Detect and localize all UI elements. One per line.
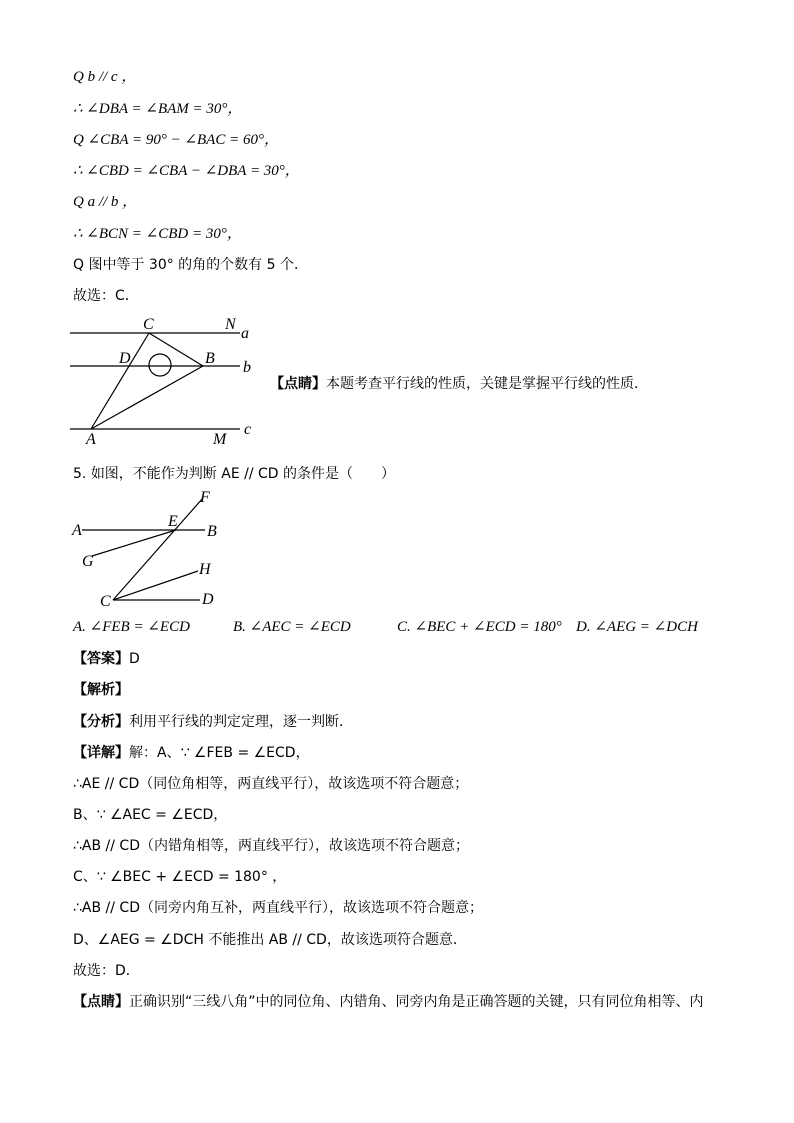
step-4: C、∵ ∠BEC + ∠ECD = 180° ， bbox=[73, 869, 287, 885]
label-a: a bbox=[241, 325, 249, 342]
line-choose-c: 故选：C． bbox=[73, 288, 139, 304]
dianjing-note-2: 【点睛】正确识别“三线八角”中的同位角、内错角、同旁内角是正确答题的关键，只有同位角相等、内 bbox=[73, 994, 704, 1010]
label-C: C bbox=[143, 316, 154, 333]
option-b: B. ∠AEC = ∠ECD bbox=[233, 619, 351, 635]
label-b: b bbox=[243, 359, 251, 376]
label-E: E bbox=[168, 513, 178, 530]
line-count-angles: Q 图中等于 30° 的角的个数有 5 个． bbox=[73, 257, 308, 273]
label-B: B bbox=[207, 523, 217, 540]
option-c: C. ∠BEC + ∠ECD = 180° bbox=[397, 619, 562, 635]
label-C: C bbox=[100, 593, 111, 610]
label-M: M bbox=[213, 431, 227, 448]
line-dba-bam: ∴ ∠DBA = ∠BAM = 30°， bbox=[73, 101, 243, 117]
line-cbd: ∴ ∠CBD = ∠CBA − ∠DBA = 30°， bbox=[73, 163, 300, 179]
line-a-parallel-b: Q a // b ， bbox=[73, 194, 138, 210]
step-3: ∴AB // CD（内错角相等，两直线平行），故该选项不符合题意； bbox=[73, 838, 469, 854]
parallel-lines-triangle-figure bbox=[70, 313, 270, 448]
step-5: ∴AB // CD（同旁内角互补，两直线平行），故该选项不符合题意； bbox=[73, 900, 483, 916]
label-A: A bbox=[86, 431, 96, 448]
step-1: ∴AE // CD（同位角相等，两直线平行），故该选项不符合题意； bbox=[73, 776, 469, 792]
dianjing-note-1: 【点睛】本题考查平行线的性质，关键是掌握平行线的性质． bbox=[270, 376, 648, 392]
label-A: A bbox=[72, 522, 82, 539]
jiexi-heading: 【解析】 bbox=[73, 682, 129, 698]
fenxi-line: 【分析】利用平行线的判定定理，逐一判断． bbox=[73, 714, 353, 730]
label-F: F bbox=[200, 489, 210, 506]
ae-cd-figure bbox=[70, 490, 230, 610]
xiangjie-line: 【详解】解：A、∵ ∠FEB = ∠ECD， bbox=[73, 745, 310, 761]
step-7: 故选：D． bbox=[73, 963, 140, 979]
label-c: c bbox=[244, 421, 252, 438]
answer-line: 【答案】D bbox=[73, 651, 140, 667]
step-2: B、∵ ∠AEC = ∠ECD， bbox=[73, 807, 228, 823]
line-b-parallel-c: Q b // c ， bbox=[73, 69, 137, 85]
step-6: D、∠AEG = ∠DCH 不能推出 AB // CD，故该选项符合题意． bbox=[73, 932, 467, 948]
label-B: B bbox=[205, 350, 215, 367]
label-D: D bbox=[202, 591, 214, 608]
label-D: D bbox=[119, 350, 131, 367]
line-bcn: ∴ ∠BCN = ∠CBD = 30°， bbox=[73, 226, 242, 242]
option-a: A. ∠FEB = ∠ECD bbox=[73, 619, 190, 635]
line-cba: Q ∠CBA = 90° − ∠BAC = 60°， bbox=[73, 132, 279, 148]
label-N: N bbox=[225, 316, 236, 333]
label-H: H bbox=[199, 561, 211, 578]
option-d: D. ∠AEG = ∠DCH bbox=[576, 619, 698, 635]
label-G: G bbox=[82, 553, 94, 570]
question-5: 5. 如图，不能作为判断 AE // CD 的条件是（ ） bbox=[73, 466, 396, 482]
angle-mark-circle bbox=[149, 354, 171, 376]
